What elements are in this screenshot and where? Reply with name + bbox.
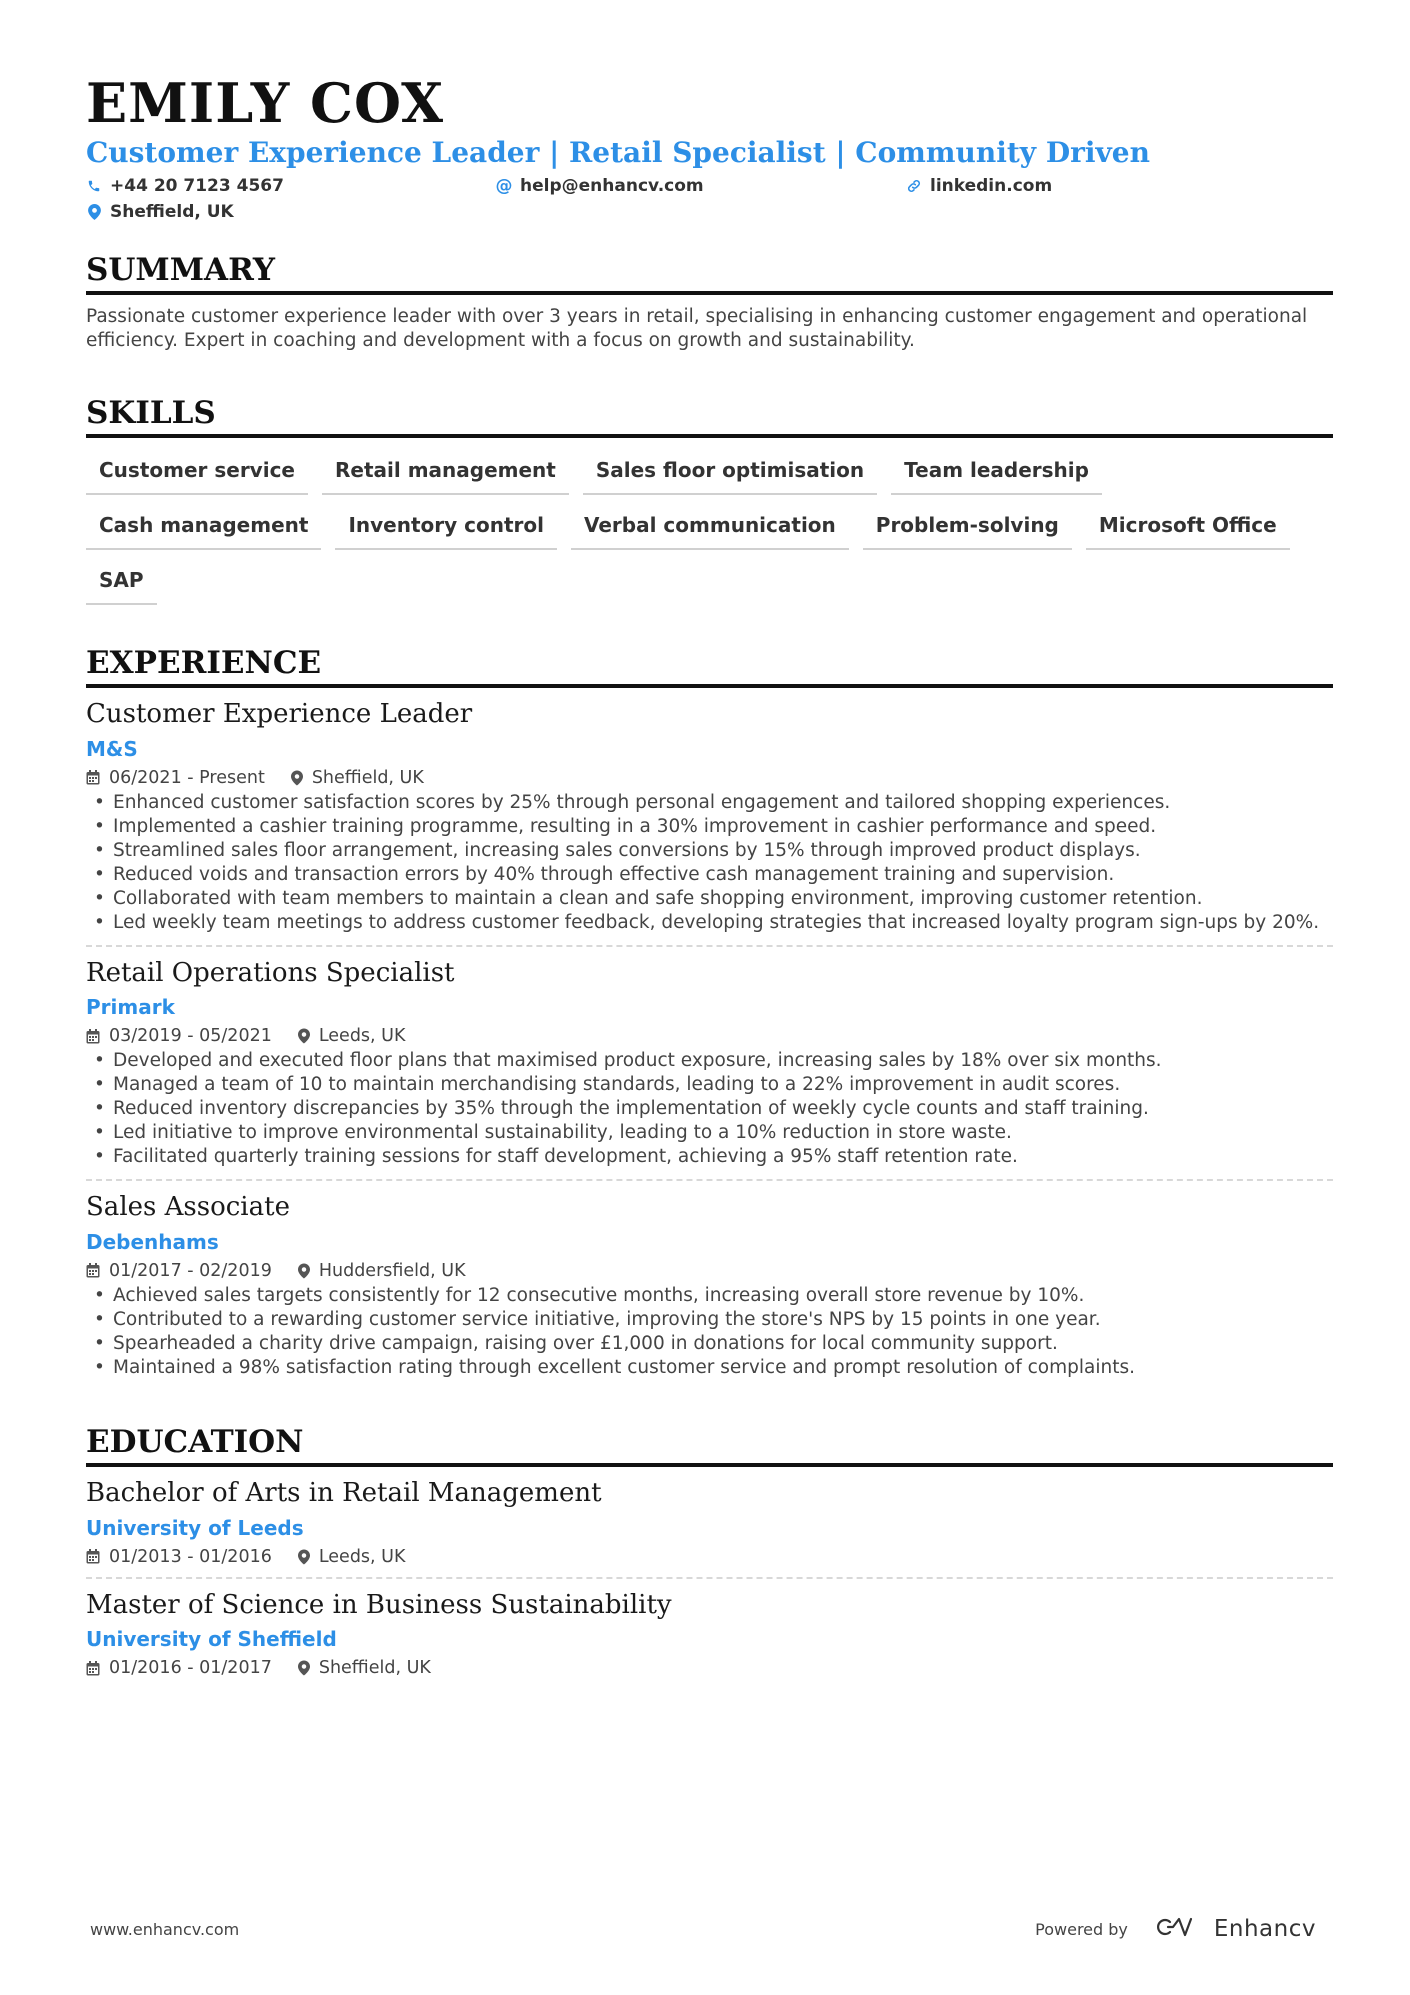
education-section [86, 1424, 1333, 1678]
bullet-item: • Developed and executed floor plans that maximised product exposure, increasing sales by 18% over six months. [86, 1049, 1333, 1073]
summary-text: Passionate customer experience leader with over 3 years in retail, specialising in enhancing customer engagement and operational efficiency. Expert in coaching and development with a focus on growth and sustainability. [86, 305, 1308, 352]
contact-info [86, 176, 1333, 222]
summary-section [86, 252, 1333, 353]
job-title: Customer Experience Leader [86, 699, 473, 730]
contact-linkedin[interactable] [906, 176, 1306, 196]
company-name: Debenhams [86, 1229, 219, 1254]
degree-title: Master of Science in Business Sustainability [86, 1589, 672, 1620]
bullet-item: • Led initiative to improve environmental sustainability, leading to a 10% reduction in store waste. [86, 1121, 1333, 1145]
skill-tag: Sales floor optimisation [583, 454, 877, 495]
bullet-item: • Contributed to a rewarding customer service initiative, improving the store's NPS by 15 points in one year. [86, 1308, 1333, 1332]
location-pin-icon [298, 1263, 310, 1279]
entry-divider [86, 1577, 1333, 1579]
job-dates [86, 768, 265, 788]
skill-tag: Problem-solving [863, 509, 1072, 550]
candidate-name: EMILY COX [86, 71, 445, 135]
linkedin-link[interactable]: linkedin.com [930, 175, 1053, 196]
contact-email[interactable] [496, 176, 906, 196]
job-dates [86, 1261, 272, 1281]
job-location-text: Leeds, UK [318, 1026, 406, 1047]
enhancv-logo-icon [1154, 1916, 1200, 1942]
skill-tag: Verbal communication [571, 509, 849, 550]
education-meta [86, 1547, 1333, 1567]
education-dates [86, 1658, 272, 1678]
entry-divider [86, 1179, 1333, 1181]
calendar-icon [86, 1661, 100, 1676]
bullet-item: • Collaborated with team members to maintain a clean and safe shopping environment, improving customer retention. [86, 887, 1333, 911]
skill-tag: SAP [86, 564, 157, 605]
bullet-item: • Managed a team of 10 to maintain merchandising standards, leading to a 22% improvement in audit scores. [86, 1073, 1333, 1097]
experience-section [86, 645, 1333, 1380]
location-text: Sheffield, UK [110, 201, 234, 222]
entry-divider [86, 945, 1333, 947]
bullet-item: • Maintained a 98% satisfaction rating through excellent customer service and prompt resolution of complaints. [86, 1356, 1333, 1380]
skill-tag: Customer service [86, 454, 308, 495]
education-heading: EDUCATION [86, 1424, 1333, 1467]
bullet-item: • Facilitated quarterly training sessions for staff development, achieving a 95% staff retention rate. [86, 1145, 1333, 1169]
bullet-item: • Spearheaded a charity drive campaign, raising over £1,000 in donations for local community support. [86, 1332, 1333, 1356]
phone-text: +44 20 7123 4567 [110, 175, 284, 196]
experience-entry [86, 698, 1333, 947]
bullet-item: • Streamlined sales floor arrangement, increasing sales conversions by 15% through improved product displays. [86, 839, 1333, 863]
skill-tag: Microsoft Office [1086, 509, 1290, 550]
contact-phone [86, 176, 496, 196]
calendar-icon [86, 1029, 100, 1044]
education-dates-text: 01/2013 - 01/2016 [109, 1546, 272, 1567]
bullet-item: • Achieved sales targets consistently for 12 consecutive months, increasing overall store revenue by 10%. [86, 1284, 1333, 1308]
job-bullets [86, 791, 1333, 935]
resume-page [86, 71, 1333, 1679]
job-bullets [86, 1284, 1333, 1380]
education-entry [86, 1477, 1333, 1579]
skills-list [86, 454, 1333, 605]
skills-heading: SKILLS [86, 395, 1333, 438]
job-meta [86, 768, 1333, 788]
experience-heading: EXPERIENCE [86, 645, 1333, 688]
candidate-tagline: Customer Experience Leader | Retail Specialist | Community Driven [86, 136, 1150, 170]
job-location [298, 1026, 406, 1046]
skill-tag: Team leadership [891, 454, 1102, 495]
company-name: Primark [86, 995, 175, 1020]
education-location-text: Sheffield, UK [318, 1658, 431, 1679]
page-footer [90, 1916, 1316, 1942]
bullet-item: • Reduced voids and transaction errors by 40% through effective cash management training and supervision. [86, 863, 1333, 887]
education-location [298, 1658, 431, 1678]
powered-by [1035, 1916, 1316, 1942]
bullet-item: • Implemented a cashier training programme, resulting in a 30% improvement in cashier performance and speed. [86, 815, 1333, 839]
job-location [291, 768, 424, 788]
education-entry [86, 1589, 1333, 1679]
skill-tag: Cash management [86, 509, 321, 550]
bullet-item: • Enhanced customer satisfaction scores by 25% through personal engagement and tailored shopping experiences. [86, 791, 1333, 815]
job-title: Sales Associate [86, 1192, 290, 1223]
location-pin-icon [291, 770, 303, 786]
job-meta [86, 1261, 1333, 1281]
job-location-text: Sheffield, UK [311, 767, 424, 788]
location-pin-icon [86, 204, 102, 220]
education-dates [86, 1547, 272, 1567]
calendar-icon [86, 1263, 100, 1278]
contact-location [86, 202, 496, 222]
calendar-icon [86, 1549, 100, 1564]
bullet-item: • Reduced inventory discrepancies by 35% through the implementation of weekly cycle counts and staff training. [86, 1097, 1333, 1121]
footer-website[interactable]: www.enhancv.com [90, 1919, 240, 1939]
education-location-text: Leeds, UK [318, 1546, 406, 1567]
location-pin-icon [298, 1549, 310, 1565]
phone-icon [86, 178, 102, 194]
education-location [298, 1547, 406, 1567]
job-meta [86, 1026, 1333, 1046]
education-dates-text: 01/2016 - 01/2017 [109, 1658, 272, 1679]
skills-section [86, 395, 1333, 605]
enhancv-brand[interactable]: Enhancv [1213, 1916, 1316, 1942]
link-icon [906, 178, 922, 194]
job-title: Retail Operations Specialist [86, 957, 455, 988]
experience-entry [86, 1191, 1333, 1380]
company-name: M&S [86, 736, 138, 761]
powered-by-label: Powered by [1035, 1919, 1128, 1939]
job-dates-text: 01/2017 - 02/2019 [109, 1260, 272, 1281]
resume-header [86, 71, 1333, 222]
education-meta [86, 1658, 1333, 1678]
job-bullets [86, 1049, 1333, 1169]
skill-tag: Retail management [322, 454, 569, 495]
location-pin-icon [298, 1660, 310, 1676]
job-location [298, 1261, 466, 1281]
summary-heading: SUMMARY [86, 252, 1333, 295]
school-name: University of Sheffield [86, 1627, 337, 1652]
job-dates [86, 1026, 272, 1046]
job-location-text: Huddersfield, UK [318, 1260, 466, 1281]
email-link[interactable]: help@enhancv.com [520, 175, 704, 196]
bullet-item: • Led weekly team meetings to address customer feedback, developing strategies that increased loyalty program sign-ups by 20%. [86, 911, 1333, 935]
school-name: University of Leeds [86, 1515, 304, 1540]
job-dates-text: 03/2019 - 05/2021 [109, 1026, 272, 1047]
job-dates-text: 06/2021 - Present [109, 767, 265, 788]
location-pin-icon [298, 1028, 310, 1044]
experience-entry [86, 957, 1333, 1182]
calendar-icon [86, 770, 100, 785]
at-icon: @ [495, 175, 513, 196]
degree-title: Bachelor of Arts in Retail Management [86, 1478, 602, 1509]
skill-tag: Inventory control [335, 509, 557, 550]
